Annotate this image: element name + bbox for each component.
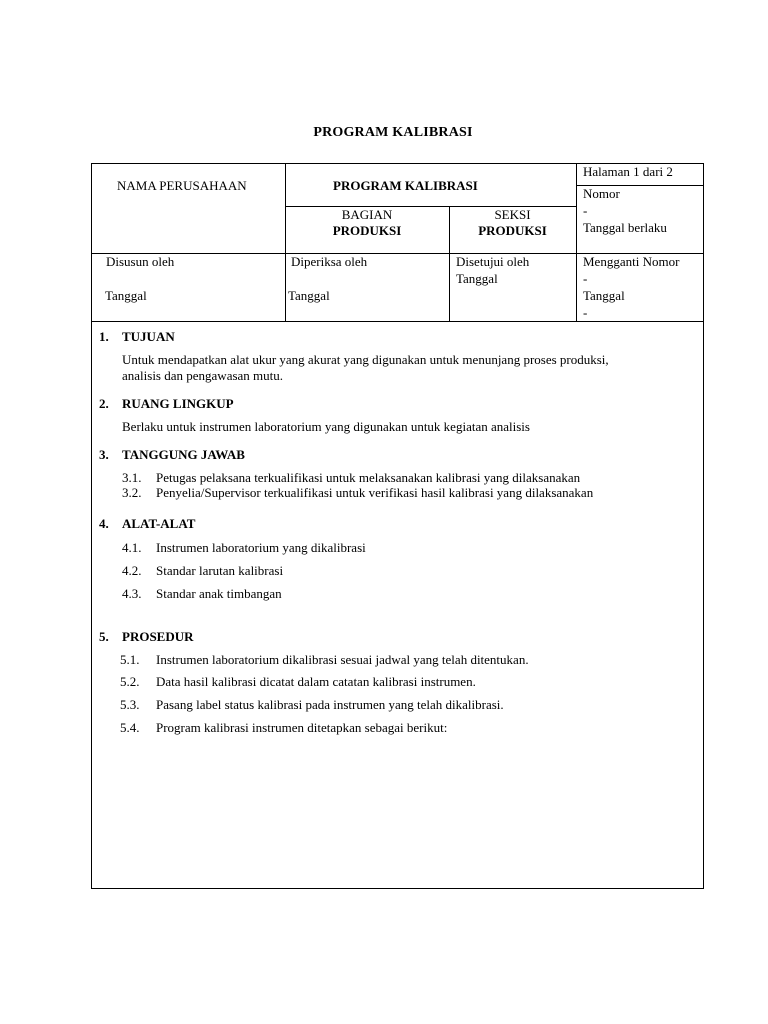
section-number: 3. [99,447,109,462]
section-number: 5. [99,629,109,644]
list-item-text: Instrumen laboratorium yang dikalibrasi [156,540,366,555]
list-item-text: Program kalibrasi instrumen ditetapkan sebagai berikut: [156,720,448,735]
tanggal-berlaku-label: Tanggal berlaku [583,220,667,235]
tujuan-line: Untuk mendapatkan alat ukur yang akurat yang digunakan untuk menunjang proses produksi, [122,352,609,367]
section-heading-tujuan: TUJUAN [122,329,175,344]
divider-col1 [285,164,286,321]
list-item-number: 4.1. [122,540,142,555]
list-item-text: Pasang label status kalibrasi pada instrumen yang telah dikalibrasi. [156,697,504,712]
section-heading-tanggung-jawab: TANGGUNG JAWAB [122,447,245,462]
disusun-tanggal-label: Tanggal [105,288,147,303]
divider-col3 [576,164,577,321]
mengganti-nomor-value: - [583,271,588,286]
section-number: 4. [99,516,109,531]
disetujui-tanggal-label: Tanggal [456,271,498,286]
disusun-oleh-label: Disusun oleh [106,254,175,269]
list-item-text: Penyelia/Supervisor terkualifikasi untuk verifikasi hasil kalibrasi yang dilaksanakan [156,485,594,500]
company-name: NAMA PERUSAHAAN [117,178,247,193]
list-item-number: 4.3. [122,586,142,601]
seksi-value: PRODUKSI [478,223,547,238]
mengganti-tanggal-label: Tanggal [583,288,625,303]
list-item-text: Data hasil kalibrasi dicatat dalam catatan kalibrasi instrumen. [156,674,476,689]
bagian-label: BAGIAN [341,207,393,222]
ruang-lingkup-line: Berlaku untuk instrumen laboratorium yang digunakan untuk kegiatan analisis [122,419,530,434]
list-item-text: Instrumen laboratorium dikalibrasi sesuai jadwal yang telah ditentukan. [156,652,529,667]
list-item-number: 3.2. [122,485,142,500]
seksi-label: SEKSI [494,207,531,222]
diperiksa-oleh-label: Diperiksa oleh [291,254,368,269]
list-item-number: 4.2. [122,563,142,578]
list-item-text: Standar larutan kalibrasi [156,563,284,578]
diperiksa-tanggal-label: Tanggal [288,288,330,303]
bagian-value: PRODUKSI [332,223,402,238]
document-title: PROGRAM KALIBRASI [313,125,473,140]
list-item-number: 5.4. [120,720,140,735]
list-item-number: 5.1. [120,652,140,667]
nomor-label: Nomor [583,186,620,201]
halaman-text: Halaman 1 dari 2 [583,164,673,179]
section-heading-prosedur: PROSEDUR [122,629,194,644]
section-number: 1. [99,329,109,344]
list-item-number: 5.3. [120,697,140,712]
program-title: PROGRAM KALIBRASI [333,178,478,193]
mengganti-nomor-label: Mengganti Nomor [583,254,680,269]
divider-header-bottom [92,321,703,322]
tujuan-line: analisis dan pengawasan mutu. [122,368,284,383]
list-item-number: 3.1. [122,470,142,485]
list-item-text: Petugas pelaksana terkualifikasi untuk melaksanakan kalibrasi yang dilaksanakan [156,470,581,485]
section-heading-ruang-lingkup: RUANG LINGKUP [122,396,234,411]
list-item-number: 5.2. [120,674,140,689]
list-item-text: Standar anak timbangan [156,586,282,601]
section-number: 2. [99,396,109,411]
mengganti-tanggal-value: - [583,305,588,320]
section-heading-alat-alat: ALAT-ALAT [122,516,196,531]
nomor-value: - [583,203,588,218]
disetujui-oleh-label: Disetujui oleh [456,254,530,269]
